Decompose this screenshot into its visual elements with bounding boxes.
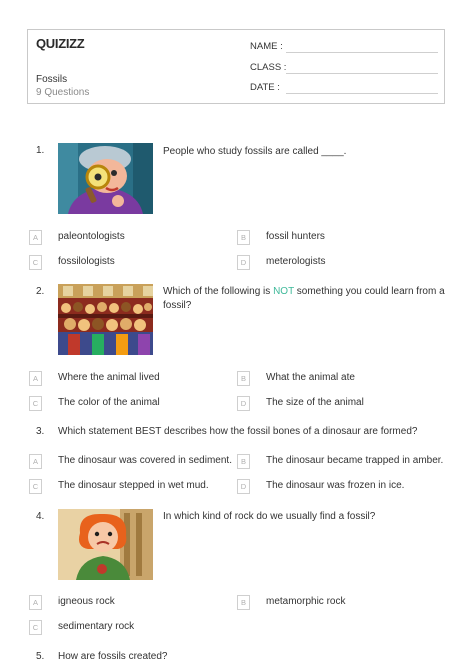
option-b-text: What the animal ate [266,372,355,383]
question-number: 4. [36,511,45,522]
name-line [286,52,438,53]
question-image [58,284,153,355]
option-b-box[interactable]: B [237,371,250,386]
option-a-text: igneous rock [58,596,115,607]
question-text: In which kind of rock do we usually find a fossil? [163,511,376,522]
question-text-highlight: NOT [273,286,294,297]
option-a-box[interactable]: A [29,454,42,469]
option-a-box[interactable]: A [29,371,42,386]
option-b-box[interactable]: B [237,230,250,245]
option-b-box[interactable]: B [237,595,250,610]
option-d-text: The dinosaur was frozen in ice. [266,480,405,491]
cartoon-red-haired-woman-image [58,509,153,580]
quizizz-logo: QUIZIZZ [36,36,85,51]
cartoon-woman-magnifying-glass-image [58,143,153,214]
option-a-text: Where the animal lived [58,372,160,383]
option-d-box[interactable]: D [237,479,250,494]
option-b-text: fossil hunters [266,231,325,242]
question-text: Which statement BEST describes how the fossil bones of a dinosaur are formed? [58,426,418,437]
question-text [163,285,453,313]
question-number: 2. [36,286,45,297]
question-text: People who study fossils are called ____. [163,146,347,157]
question-number: 1. [36,145,45,156]
option-a-box[interactable]: A [29,595,42,610]
cartoon-crowd-image [58,284,153,355]
date-label: DATE : [250,82,280,93]
name-label: NAME : [250,41,283,52]
question-image [58,143,153,214]
option-a-text: paleontologists [58,231,125,242]
worksheet-title: Fossils [36,74,68,85]
question-text-end: something you could learn from a fossil? [163,286,445,311]
question-image [58,509,153,580]
date-line [286,93,438,94]
option-b-text: The dinosaur became trapped in amber. [266,455,444,466]
option-b-text: metamorphic rock [266,596,346,607]
option-b-box[interactable]: B [237,454,250,469]
question-number: 3. [36,426,45,437]
question-count: 9 Questions [36,87,90,98]
question-number: 5. [36,651,45,662]
worksheet-header [27,29,445,104]
class-label: CLASS : [250,62,287,73]
option-c-text: sedimentary rock [58,621,135,632]
question-text: How are fossils created? [58,651,168,662]
option-c-box[interactable]: C [29,620,42,635]
option-a-text: The dinosaur was covered in sediment. [58,455,232,466]
option-d-text: The size of the animal [266,397,364,408]
option-a-box[interactable]: A [29,230,42,245]
class-line [286,73,438,74]
option-d-text: meterologists [266,256,326,267]
option-c-text: The color of the animal [58,397,160,408]
option-c-box[interactable]: C [29,255,42,270]
option-c-box[interactable]: C [29,479,42,494]
option-c-box[interactable]: C [29,396,42,411]
option-c-text: fossilologists [58,256,115,267]
option-d-box[interactable]: D [237,255,250,270]
option-c-text: The dinosaur stepped in wet mud. [58,480,209,491]
option-d-box[interactable]: D [237,396,250,411]
question-text-start: Which of the following is [163,286,274,297]
